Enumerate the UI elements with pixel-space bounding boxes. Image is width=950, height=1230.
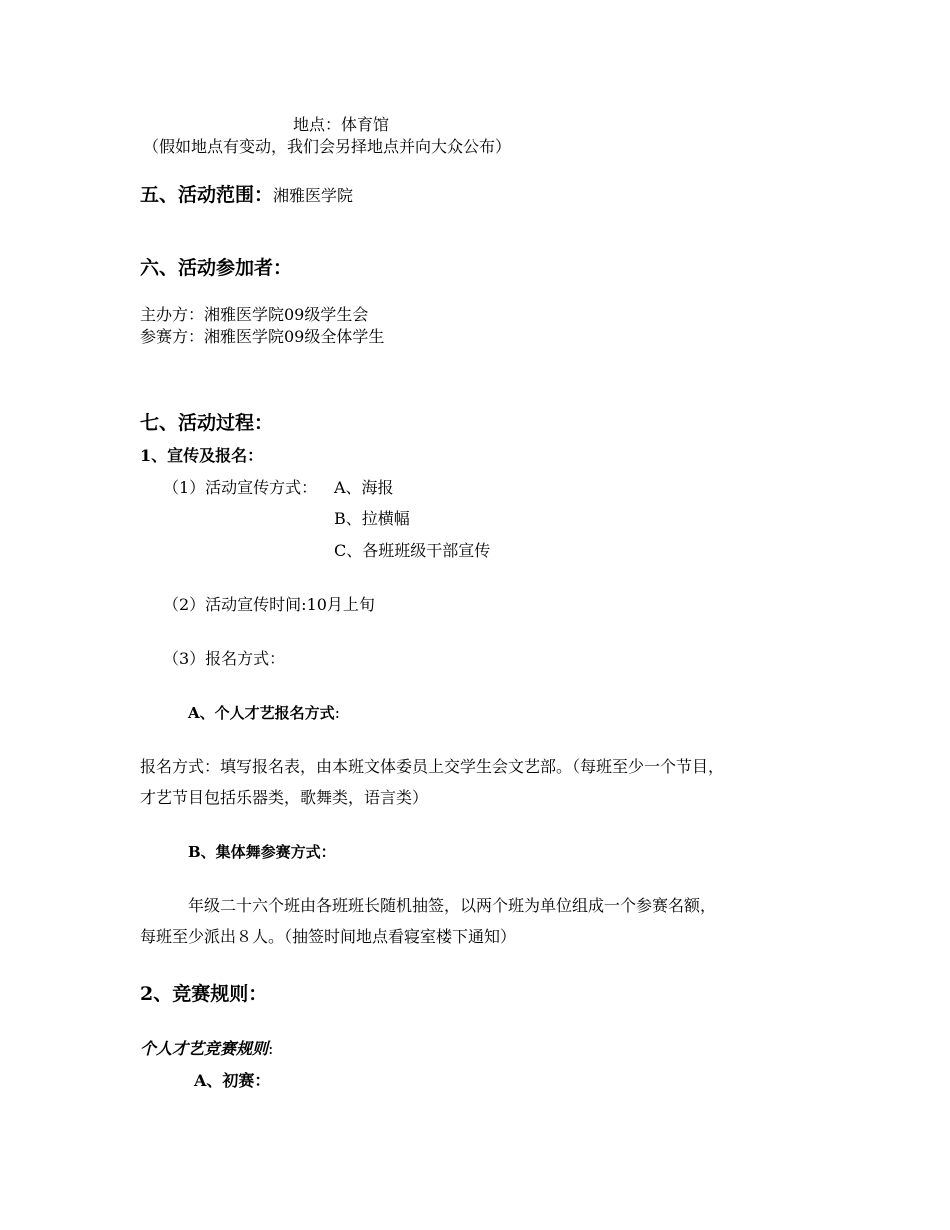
prelim-heading: A、初赛： — [194, 1071, 271, 1090]
organizer-line: 主办方：湘雅医学院09级学生会 — [140, 305, 369, 324]
individual-rules-colon: : — [268, 1039, 274, 1058]
individual-signup-heading-line — [188, 705, 340, 721]
promo-method-a: A、海报 — [334, 478, 394, 497]
group-signup-heading: B、集体舞参赛方式： — [188, 843, 336, 861]
group-signup-text-2: 每班至少派出８人。（抽签时间地点看寝室楼下通知） — [140, 927, 517, 946]
promo-time: （2）活动宣传时间:10月上旬 — [163, 595, 375, 614]
participants-line: 参赛方：湘雅医学院09级全体学生 — [140, 327, 385, 346]
sub2-heading: 2、竞赛规则： — [140, 983, 268, 1005]
individual-signup-text-2: 才艺节目包括乐器类，歌舞类，语言类） — [140, 788, 429, 807]
individual-signup-text-1: 报名方式：填写报名表，由本班文体委员上交学生会文艺部。（每班至少一个节目， — [140, 757, 725, 776]
signup-label: （3）报名方式： — [163, 649, 286, 668]
section6-heading: 六、活动参加者： — [140, 257, 293, 279]
location-note: （假如地点有变动，我们会另择地点并向大众公布） — [143, 137, 512, 156]
individual-rules-heading: 个人才艺竞赛规则 — [140, 1039, 269, 1058]
individual-signup-heading: A、个人才艺报名方式 — [188, 704, 335, 722]
sub1-heading: 1、宣传及报名： — [140, 446, 264, 465]
promo-method-label: （1）活动宣传方式： — [163, 478, 318, 497]
section5-heading: 五、活动范围： — [140, 184, 274, 206]
section5-line — [140, 186, 353, 205]
promo-method-c: C、各班班级干部宣传 — [334, 541, 491, 560]
promo-method-b: B、拉横幅 — [334, 509, 410, 528]
individual-signup-colon: : — [334, 703, 341, 722]
section5-value: 湘雅医学院 — [273, 186, 354, 205]
group-signup-text-1: 年级二十六个班由各班班长随机抽签，以两个班为单位组成一个参赛名额， — [188, 896, 717, 915]
location-label: 地点：体育馆 — [293, 115, 390, 134]
section7-heading: 七、活动过程： — [140, 412, 274, 434]
individual-rules-line — [140, 1041, 273, 1057]
